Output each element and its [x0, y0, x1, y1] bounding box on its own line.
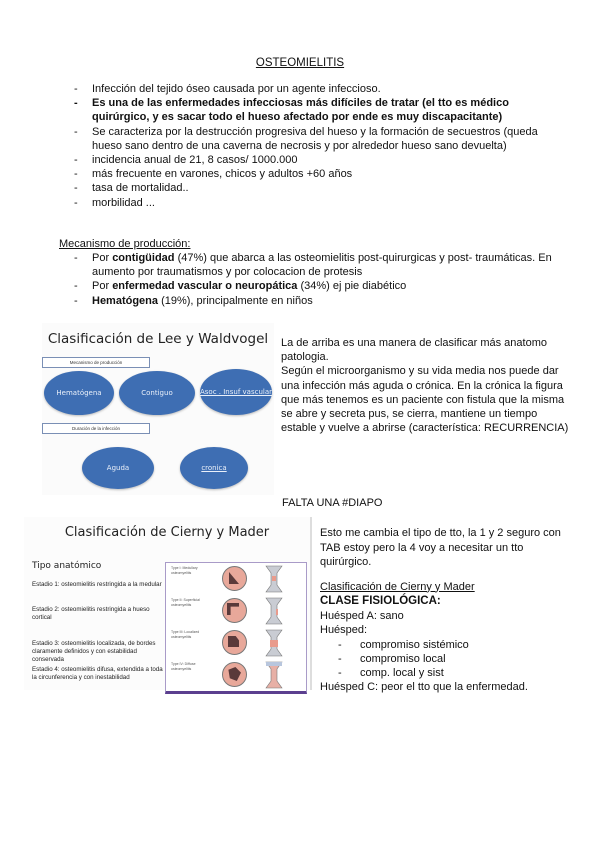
ellipse-label: Asoc . Insuf vascular [200, 387, 272, 396]
type-row [166, 563, 306, 595]
type-label: Type IV: Diffuse osteomyelitis [171, 662, 196, 671]
ellipse-hematogena: Hematógena [44, 371, 114, 415]
bone-cross-section-icon [222, 566, 247, 591]
stage-1: Estadio 1: osteomielitis restringida a la medular [32, 581, 162, 588]
bone-cross-section-icon [222, 662, 247, 687]
type-label: Type III: Localized osteomyelitis [171, 630, 200, 639]
ellipse-aguda: Aguda [82, 447, 154, 489]
lee-note [281, 336, 571, 435]
stage-2: Estadio 2: osteomielitis restringida a hueso cortical [32, 606, 150, 621]
list-item: - morbilidad ... [92, 196, 562, 210]
type-label: Type I: Medullary osteomyelitis [171, 566, 198, 575]
note-paragraph: La de arriba es una manera de clasificar más anatomo patologia. [281, 337, 547, 364]
figure-subtitle: Tipo anatómico [32, 561, 102, 571]
ellipse-label: cronica [201, 463, 227, 472]
item-prefix: Por [92, 252, 113, 264]
physiologic-class-label: CLASE FISIOLÓGICA: [320, 595, 441, 607]
host-a: Huésped A: sano [320, 609, 404, 622]
type-row [166, 659, 306, 691]
item-rest: (34%) ej pie diabético [297, 280, 407, 293]
list-item [92, 251, 562, 279]
long-bone-icon [265, 565, 283, 593]
cierny-mader-figure [24, 517, 312, 690]
classification-heading: Clasificación de Cierny y Mader [320, 580, 475, 593]
list-item: - compromiso local [360, 652, 570, 666]
type-row [166, 627, 306, 659]
cierny-mader-note [320, 526, 570, 695]
item-rest: (19%), principalmente en niños [158, 294, 313, 307]
long-bone-icon [265, 597, 283, 625]
note-intro: Esto me cambia el tipo de tto, la 1 y 2 seguro con TAB estoy pero la 4 voy a necesitar un tto quirúrgico. [320, 527, 561, 568]
ellipse-cronica [180, 447, 248, 489]
duration-box: Duración de la infección [42, 423, 150, 434]
list-item: - Se caracteriza por la destrucción progresiva del hueso y la formación de secuestros (queda hueso sano dentro de una caverna de necrosis y por alrededor hueso sano devuelta) [92, 125, 562, 153]
list-item [92, 279, 562, 293]
lee-waldvogel-figure [42, 323, 274, 495]
stage-3: Estadio 3: osteomielitis localizada, de bordes claramente definidos y con estabilidad conservada [32, 640, 156, 663]
item-bold: Hematógena [92, 294, 159, 307]
mechanism-heading: Mecanismo de producción: [59, 238, 191, 250]
mechanism-list [92, 251, 562, 308]
list-item: - incidencia anual de 21, 8 casos/ 1000.000 [92, 153, 562, 167]
ellipse-contiguo: Contiguo [119, 371, 195, 415]
list-item: - Es una de las enfermedades infecciosas más difíciles de tratar (el tto es médico quirúrgico, y es sacar todo el hueso afectado por ende es muy discapacitante) [92, 96, 562, 124]
type-row [166, 595, 306, 627]
document-title: OSTEOMIELITIS [255, 57, 345, 69]
item-rest: (47%) que abarca a las osteomielitis post-quirurgicas y post- traumáticas. En aumento por traumatismos y por colocacion de protesis [92, 252, 552, 279]
bone-cross-section-icon [222, 630, 247, 655]
mechanism-box: Mecanismo de producción [42, 357, 150, 368]
bone-cross-section-icon [222, 598, 247, 623]
figure-title: Clasificación de Cierny y Mader [64, 525, 270, 540]
long-bone-icon [265, 661, 283, 689]
item-prefix: Por [92, 280, 113, 293]
osteomyelitis-types-panel [165, 562, 307, 694]
ellipse-insuf-vascular [200, 369, 272, 415]
host-c: Huésped C: peor el tto que la enfermedad. [320, 681, 528, 694]
note-paragraph: Según el microorganismo y su vida media nos puede dar una infección más aguda o crónica. En la crónica la figura que más tenemos es un paciente con fistula que la misma se abre y secreta pus, se cierra, mantiene un tiempo estable y vuelve a abrirse (característica: RECURRENCIA) [281, 365, 569, 435]
long-bone-icon [265, 629, 283, 657]
list-item: - más frecuente en varones, chicos y adultos +60 años [92, 167, 562, 181]
list-item: - tasa de mortalidad.. [92, 181, 562, 195]
intro-list [92, 82, 562, 210]
host-b: Huésped: [320, 624, 368, 636]
list-item: - comp. local y sist [360, 666, 570, 680]
list-item: - compromiso sistémico [360, 638, 570, 652]
list-item: - Infección del tejido óseo causada por un agente infeccioso. [92, 82, 562, 96]
stage-4: Estadio 4: osteomielitis difusa, extendida a toda la circunferencia y con inestabilidad [32, 666, 163, 681]
list-item [92, 294, 562, 308]
type-label: Type II: Superficial osteomyelitis [171, 598, 200, 607]
item-bold: enfermedad vascular o neuropática [112, 280, 298, 293]
host-b-list [320, 638, 570, 681]
item-bold: contigüidad [112, 252, 175, 264]
missing-slide-note: FALTA UNA #DIAPO [282, 497, 383, 509]
figure-title: Clasificación de Lee y Waldvogel [47, 331, 269, 347]
